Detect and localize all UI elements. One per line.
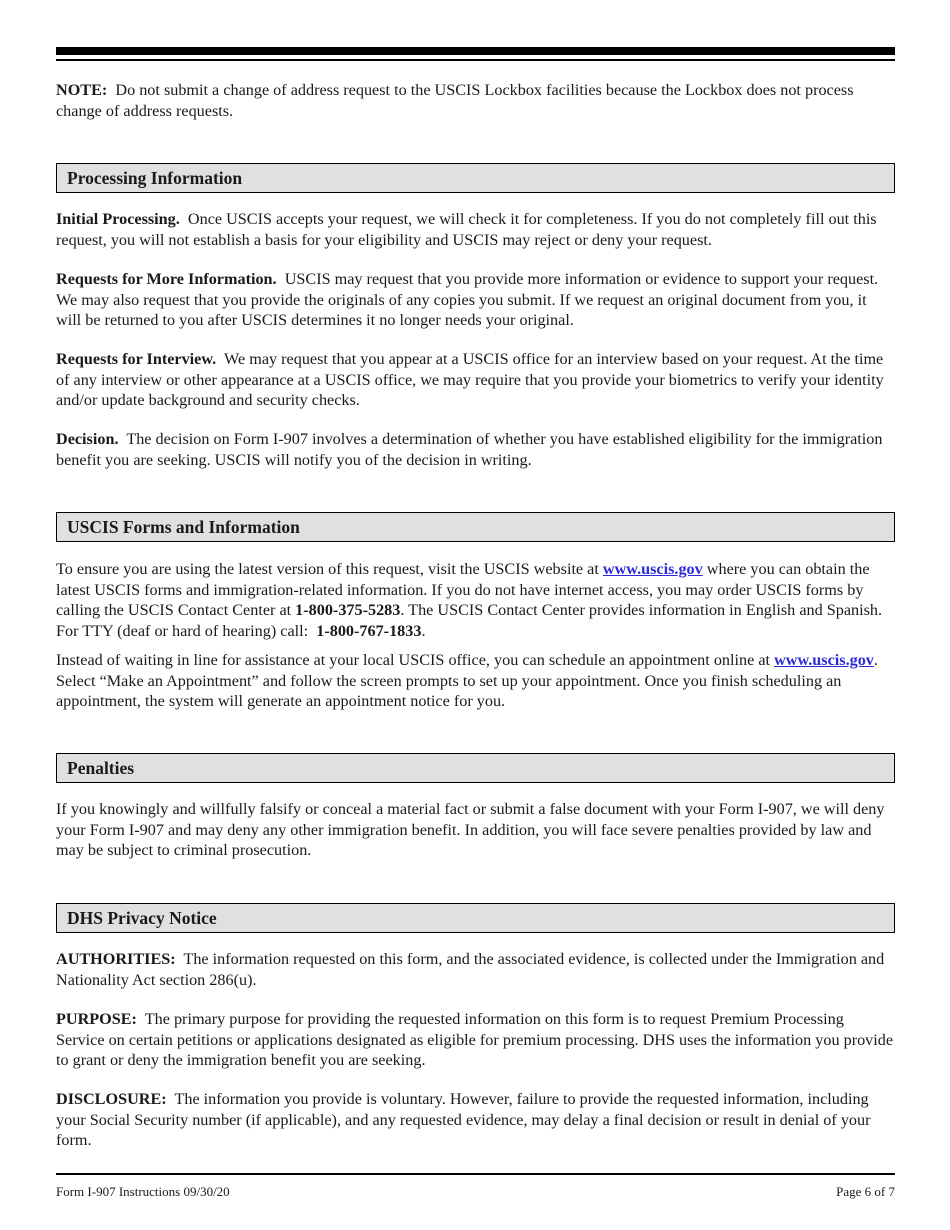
disclosure-label: DISCLOSURE:	[56, 1090, 167, 1108]
decision-label: Decision.	[56, 430, 119, 448]
section-header-forms	[56, 512, 895, 542]
section-header-processing	[56, 163, 895, 193]
disclosure-text: The information you provide is voluntary. However, failure to provide the requested information, including your Social Security number (if applicable), and any requested evidence, may delay a final decision or result in denial of your form.	[56, 1090, 871, 1149]
section-title-privacy: DHS Privacy Notice	[67, 908, 217, 928]
forms-text-2b: . Select “Make an Appointment” and follow the screen prompts to set up your appointment. Once you finish scheduling an appointment, the system will generate an appointment notice for you.	[56, 651, 878, 710]
purpose-paragraph	[56, 1009, 895, 1071]
top-rule-thin	[56, 59, 895, 61]
forms-text-1d: .	[421, 621, 426, 640]
top-rule-thick	[56, 47, 895, 55]
penalties-text: If you knowingly and willfully falsify or conceal a material fact or submit a false document with your Form I-907, we will deny your Form I-907 and may deny any other immigration benefit. In addition, you will face severe penalties provided by law and may be subject to criminal prosecution.	[56, 800, 885, 859]
footer-page-number: Page 6 of 7	[836, 1184, 895, 1199]
tty-phone: 1-800-767-1833	[316, 621, 422, 640]
forms-paragraph-2	[56, 650, 895, 712]
note-label: NOTE:	[56, 81, 108, 99]
authorities-label: AUTHORITIES:	[56, 950, 176, 968]
decision-paragraph	[56, 429, 895, 470]
interview-label: Requests for Interview.	[56, 350, 217, 368]
authorities-paragraph	[56, 949, 895, 990]
uscis-appointment-link[interactable]: www.uscis.gov	[774, 651, 874, 669]
disclosure-paragraph	[56, 1089, 895, 1151]
authorities-text: The information requested on this form, and the associated evidence, is collected under the Immigration and Nationality Act section 286(u).	[56, 950, 885, 989]
decision-text: The decision on Form I-907 involves a determination of whether you have established eligibility for the immigration benefit you are seeking. USCIS will notify you of the decision in writing.	[56, 430, 883, 469]
note-text: Do not submit a change of address request to the USCIS Lockbox facilities because the Lockbox does not process change of address requests.	[56, 81, 854, 120]
forms-text-1b: where you can obtain the latest USCIS forms and immigration-related information. If you do not have internet access, you may order USCIS forms by calling the USCIS Contact Center at	[56, 560, 870, 619]
purpose-label: PURPOSE:	[56, 1010, 137, 1028]
footer-form-id: Form I-907 Instructions 09/30/20	[56, 1184, 230, 1199]
interview-text: We may request that you appear at a USCIS office for an interview based on your request. At the time of any interview or other appearance at a USCIS office, we may require that you provide your biometrics to verify your identity and/or update background and security checks.	[56, 350, 884, 409]
more-info-text: USCIS may request that you provide more information or evidence to support your request. We may also request that you provide the originals of any copies you submit. If we request an original document from you, it will be returned to you after USCIS determines it no longer needs your original.	[56, 270, 879, 329]
forms-text-2a: Instead of waiting in line for assistance at your local USCIS office, you can schedule an appointment online at	[56, 651, 771, 669]
more-info-label: Requests for More Information.	[56, 270, 277, 288]
purpose-text: The primary purpose for providing the requested information on this form is to request Premium Processing Service on certain petitions or applications designated as eligible for premium processing. DHS uses the information you provide to grant or deny the immigration benefit you are seeking.	[56, 1010, 894, 1069]
interview-paragraph	[56, 349, 895, 411]
document-page	[56, 0, 895, 1230]
initial-processing-text: Once USCIS accepts your request, we will check it for completeness. If you do not completely fill out this request, you will not establish a basis for your eligibility and USCIS may reject or deny your request.	[56, 210, 877, 249]
initial-processing-label: Initial Processing.	[56, 210, 180, 228]
section-title-processing: Processing Information	[67, 168, 243, 188]
section-header-privacy	[56, 903, 895, 933]
uscis-website-link[interactable]: www.uscis.gov	[602, 560, 703, 578]
forms-text-1a: To ensure you are using the latest version of this request, visit the USCIS website at	[56, 560, 599, 578]
forms-text-1c: . The USCIS Contact Center provides information in English and Spanish. For TTY (deaf or hard of hearing) call:	[56, 601, 883, 640]
contact-center-phone: 1-800-375-5283	[295, 601, 401, 619]
section-title-forms: USCIS Forms and Information	[67, 517, 300, 537]
section-title-penalties: Penalties	[67, 758, 135, 778]
section-header-penalties	[56, 753, 895, 783]
more-info-paragraph	[56, 269, 895, 331]
note-paragraph	[56, 80, 895, 121]
penalties-paragraph	[56, 799, 895, 861]
forms-paragraph-1	[56, 559, 895, 641]
initial-processing-paragraph	[56, 209, 895, 250]
footer-rule	[56, 1173, 895, 1175]
